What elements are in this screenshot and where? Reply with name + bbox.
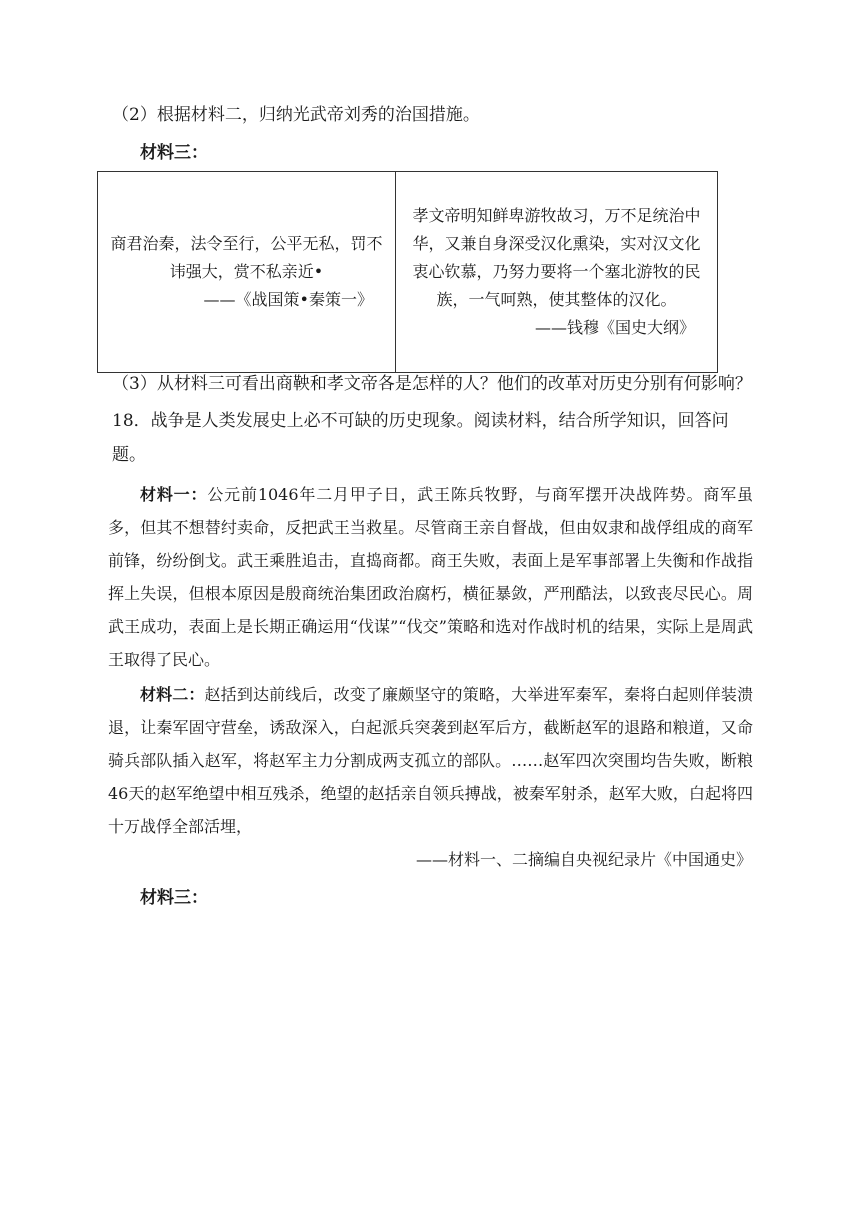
material-3-label: 材料三： (140, 143, 208, 163)
shang-yang-source: ——《战国策•秦策一》 (203, 290, 373, 309)
xiaowen-quote: 孝文帝明知鲜卑游牧故习，万不足统治中华，又兼自身深受汉化熏染，实对汉文化衷心钦慕，乃努力要将一个塞北游牧的民族，一气呵熟，使其整体的汉化。 (412, 206, 701, 309)
question-18-line1: 18．战争是人类发展史上必不可缺的历史现象。阅读材料，结合所学知识，回答问 (112, 411, 729, 431)
shang-yang-quote: 商君治秦，法令至行，公平无私，罚不讳强大，赏不私亲近• (110, 234, 383, 281)
material-1-label: 材料一： (140, 485, 208, 504)
material-2-paragraph (108, 678, 753, 843)
material-3-left-cell (98, 172, 396, 373)
materials-1-2-source: ——材料一、二摘编自央视纪录片《中国通史》 (415, 850, 752, 869)
material-3-right-cell (396, 172, 718, 373)
material-2-label: 材料二： (140, 685, 205, 704)
question-18-line2: 题。 (112, 445, 146, 465)
material-1-paragraph (108, 478, 753, 676)
xiaowen-source: ——钱穆《国史大纲》 (534, 318, 695, 337)
material-3-table (97, 171, 718, 373)
question-3: （3）从材料三可看出商鞅和孝文帝各是怎样的人？他们的改革对历史分别有何影响？ (112, 374, 752, 394)
material-1-text: 公元前1046年二月甲子日，武王陈兵牧野，与商军摆开决战阵势。商军虽多，但其不想替纣卖命，反把武王当救星。尽管商王亲自督战，但由奴隶和战俘组成的商军前锋，纷纷倒戈。武王乘胜追击，直捣商都。商王失败，表面上是军事部署上失衡和作战指挥上失误，但根本原因是殷商统治集团政治腐朽，横征暴敛，严刑酷法，以致丧尽民心。周武王成功，表面上是长期正确运用“伐谋”“伐交”策略和选对作战时机的结果，实际上是周武王取得了民心。 (108, 485, 753, 669)
material-2-text: 赵括到达前线后，改变了廉颇坚守的策略，大举进军秦军，秦将白起则佯装溃退，让秦军固守营垒，诱敌深入，白起派兵突袭到赵军后方，截断赵军的退路和粮道，又命骑兵部队插入赵军，将赵军主力分割成两支孤立的部队。……赵军四次突围均告失败，断粮46天的赵军绝望中相互残杀，绝望的赵括亲自领兵搏战，被秦军射杀，赵军大败，白起将四十万战俘全部活埋， (108, 685, 753, 836)
material-3b-label: 材料三： (140, 888, 208, 908)
question-2: （2）根据材料二，归纳光武帝刘秀的治国措施。 (112, 105, 480, 125)
